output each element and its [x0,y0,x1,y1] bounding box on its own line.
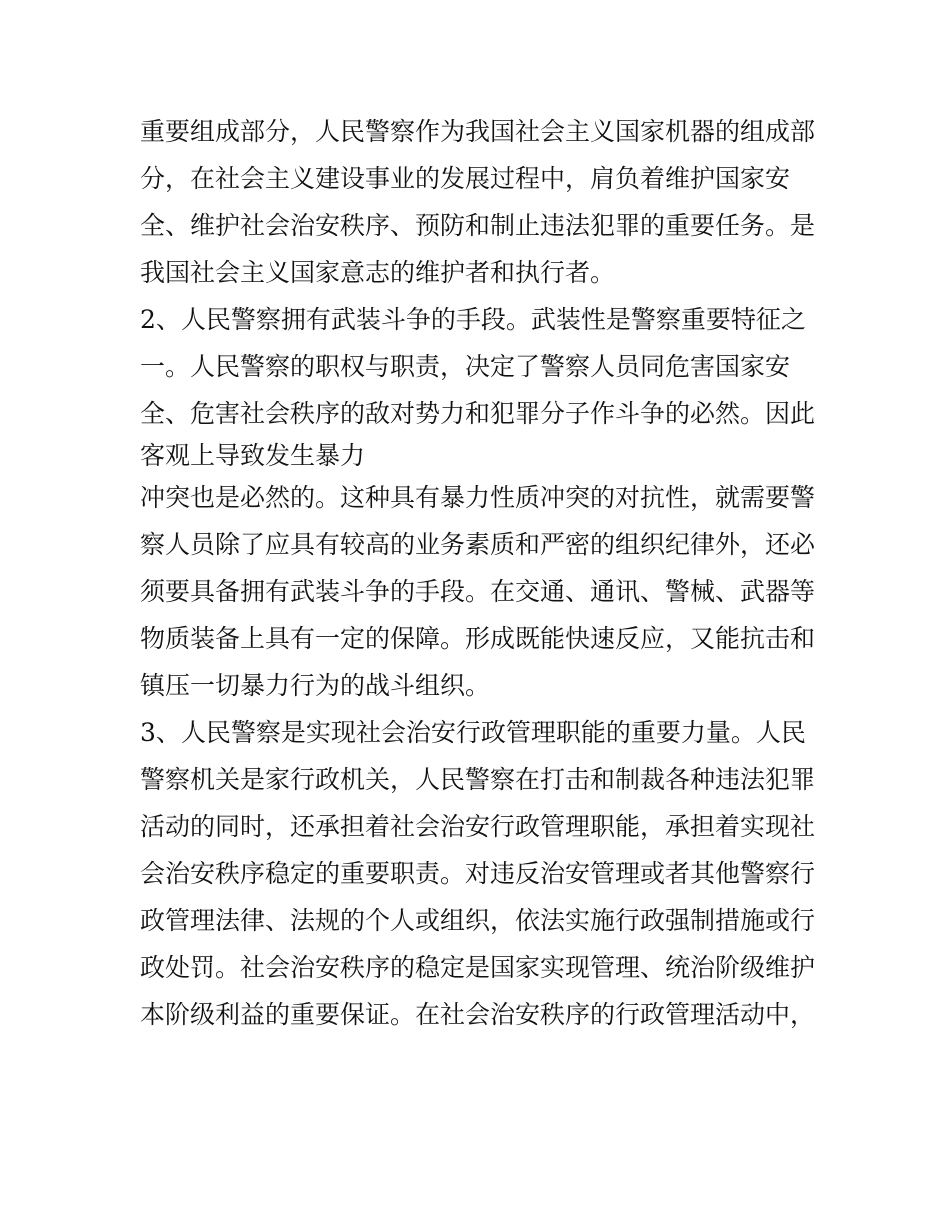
body-text [140,108,820,1038]
text-line: 须要具备拥有武装斗争的手段。在交通、通讯、警械、武器等 [140,577,816,606]
text-line: 警察机关是家行政机关，人民警察在打击和制裁各种违法犯罪 [140,765,816,794]
text-line: 会治安秩序稳定的重要职责。对违反治安管理或者其他警察行 [140,859,816,888]
text-line: 冲突也是必然的。这种具有暴力性质冲突的对抗性，就需要警 [140,483,816,512]
text-line: 客观上导致发生暴力 [140,441,366,470]
text-line: 本阶级利益的重要保证。在社会治安秩序的行政管理活动中， [140,1000,816,1029]
text-line: 察人员除了应具有较高的业务素质和严密的组织纪律外，还必 [140,530,816,559]
text-line: 政处罚。社会治安秩序的稳定是国家实现管理、统治阶级维护 [140,953,816,982]
text-line: 镇压一切暴力行为的战斗组织。 [140,671,491,700]
text-line: 2、人民警察拥有武装斗争的手段。武装性是警察重要特征之 [140,305,806,334]
text-line: 分，在社会主义建设事业的发展过程中，肩负着维护国家安 [140,164,791,193]
text-line: 重要组成部分，人民警察作为我国社会主义国家机器的组成部 [140,117,816,146]
text-line: 活动的同时，还承担着社会治安行政管理职能，承担着实现社 [140,812,816,841]
text-line: 3、人民警察是实现社会治安行政管理职能的重要力量。人民 [140,718,806,747]
text-line: 我国社会主义国家意志的维护者和执行者。 [140,258,616,287]
text-line: 全、危害社会秩序的敌对势力和犯罪分子作斗争的必然。因此 [140,399,816,428]
text-line: 一。人民警察的职权与职责，决定了警察人员同危害国家安 [140,352,791,381]
text-line: 政管理法律、法规的个人或组织，依法实施行政强制措施或行 [140,906,816,935]
text-line: 物质装备上具有一定的保障。形成既能快速反应，又能抗击和 [140,624,816,653]
text-line: 全、维护社会治安秩序、预防和制止违法犯罪的重要任务。是 [140,211,816,240]
